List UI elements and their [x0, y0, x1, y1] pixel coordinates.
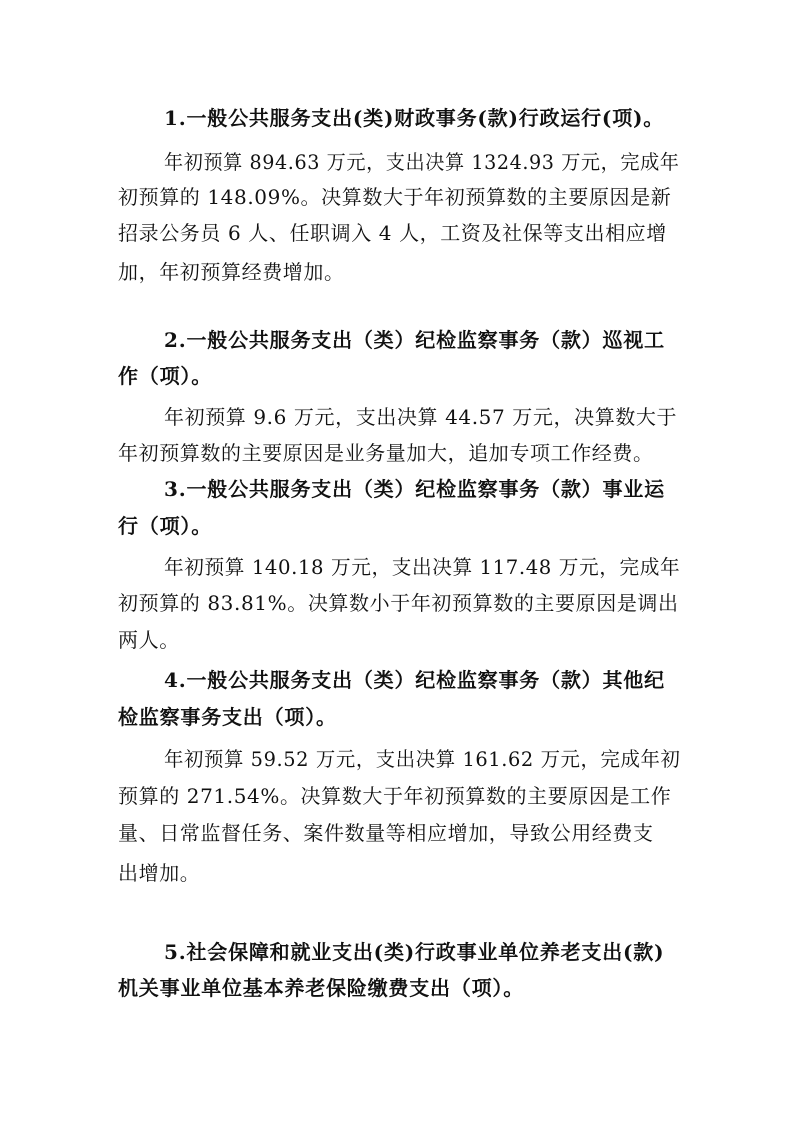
- section-4-body-line-1: 年初预算 59.52 万元，支出决算 161.62 万元，完成年初: [164, 747, 681, 771]
- section-3-heading-line-1: 3.一般公共服务支出（类）纪检监察事务（款）事业运: [164, 477, 665, 501]
- section-5-heading-line-2: 机关事业单位基本养老保险缴费支出（项）。: [118, 976, 524, 1000]
- section-2-heading-line-1: 2.一般公共服务支出（类）纪检监察事务（款）巡视工: [164, 328, 665, 352]
- section-2-body-line-1: 年初预算 9.6 万元，支出决算 44.57 万元，决算数大于: [164, 405, 678, 429]
- section-4-body-line-2: 预算的 271.54%。决算数大于年初预算数的主要原因是工作: [118, 784, 672, 808]
- section-1-body-line-2: 初预算的 148.09%。决算数大于年初预算数的主要原因是新: [118, 185, 672, 209]
- section-1-body-line-3: 招录公务员 6 人、任职调入 4 人，工资及社保等支出相应增: [118, 221, 667, 245]
- section-4-heading-line-2: 检监察事务支出（项）。: [118, 705, 337, 729]
- section-1-body-line-4: 加，年初预算经费增加。: [118, 260, 345, 284]
- section-2-body-line-2: 年初预算数的主要原因是业务量加大，追加专项工作经费。: [118, 441, 654, 465]
- section-2-heading-line-2: 作（项）。: [118, 364, 212, 388]
- section-3-body-line-2: 初预算的 83.81%。决算数小于年初预算数的主要原因是调出: [118, 591, 679, 615]
- section-3-body-line-1: 年初预算 140.18 万元，支出决算 117.48 万元，完成年: [164, 555, 681, 579]
- section-4-body-line-3: 量、日常监督任务、案件数量等相应增加，导致公用经费支: [118, 821, 654, 845]
- section-1-heading: 1.一般公共服务支出(类)财政事务(款)行政运行(项)。: [164, 106, 665, 130]
- section-1-body-line-1: 年初预算 894.63 万元，支出决算 1324.93 万元，完成年: [164, 150, 680, 174]
- section-4-body-line-4: 出增加。: [118, 861, 201, 885]
- section-5-heading-line-1: 5.社会保障和就业支出(类)行政事业单位养老支出(款): [164, 940, 665, 964]
- section-4-heading-line-1: 4.一般公共服务支出（类）纪检监察事务（款）其他纪: [164, 668, 665, 692]
- section-3-heading-line-2: 行（项）。: [118, 514, 212, 538]
- section-3-body-line-3: 两人。: [118, 628, 180, 652]
